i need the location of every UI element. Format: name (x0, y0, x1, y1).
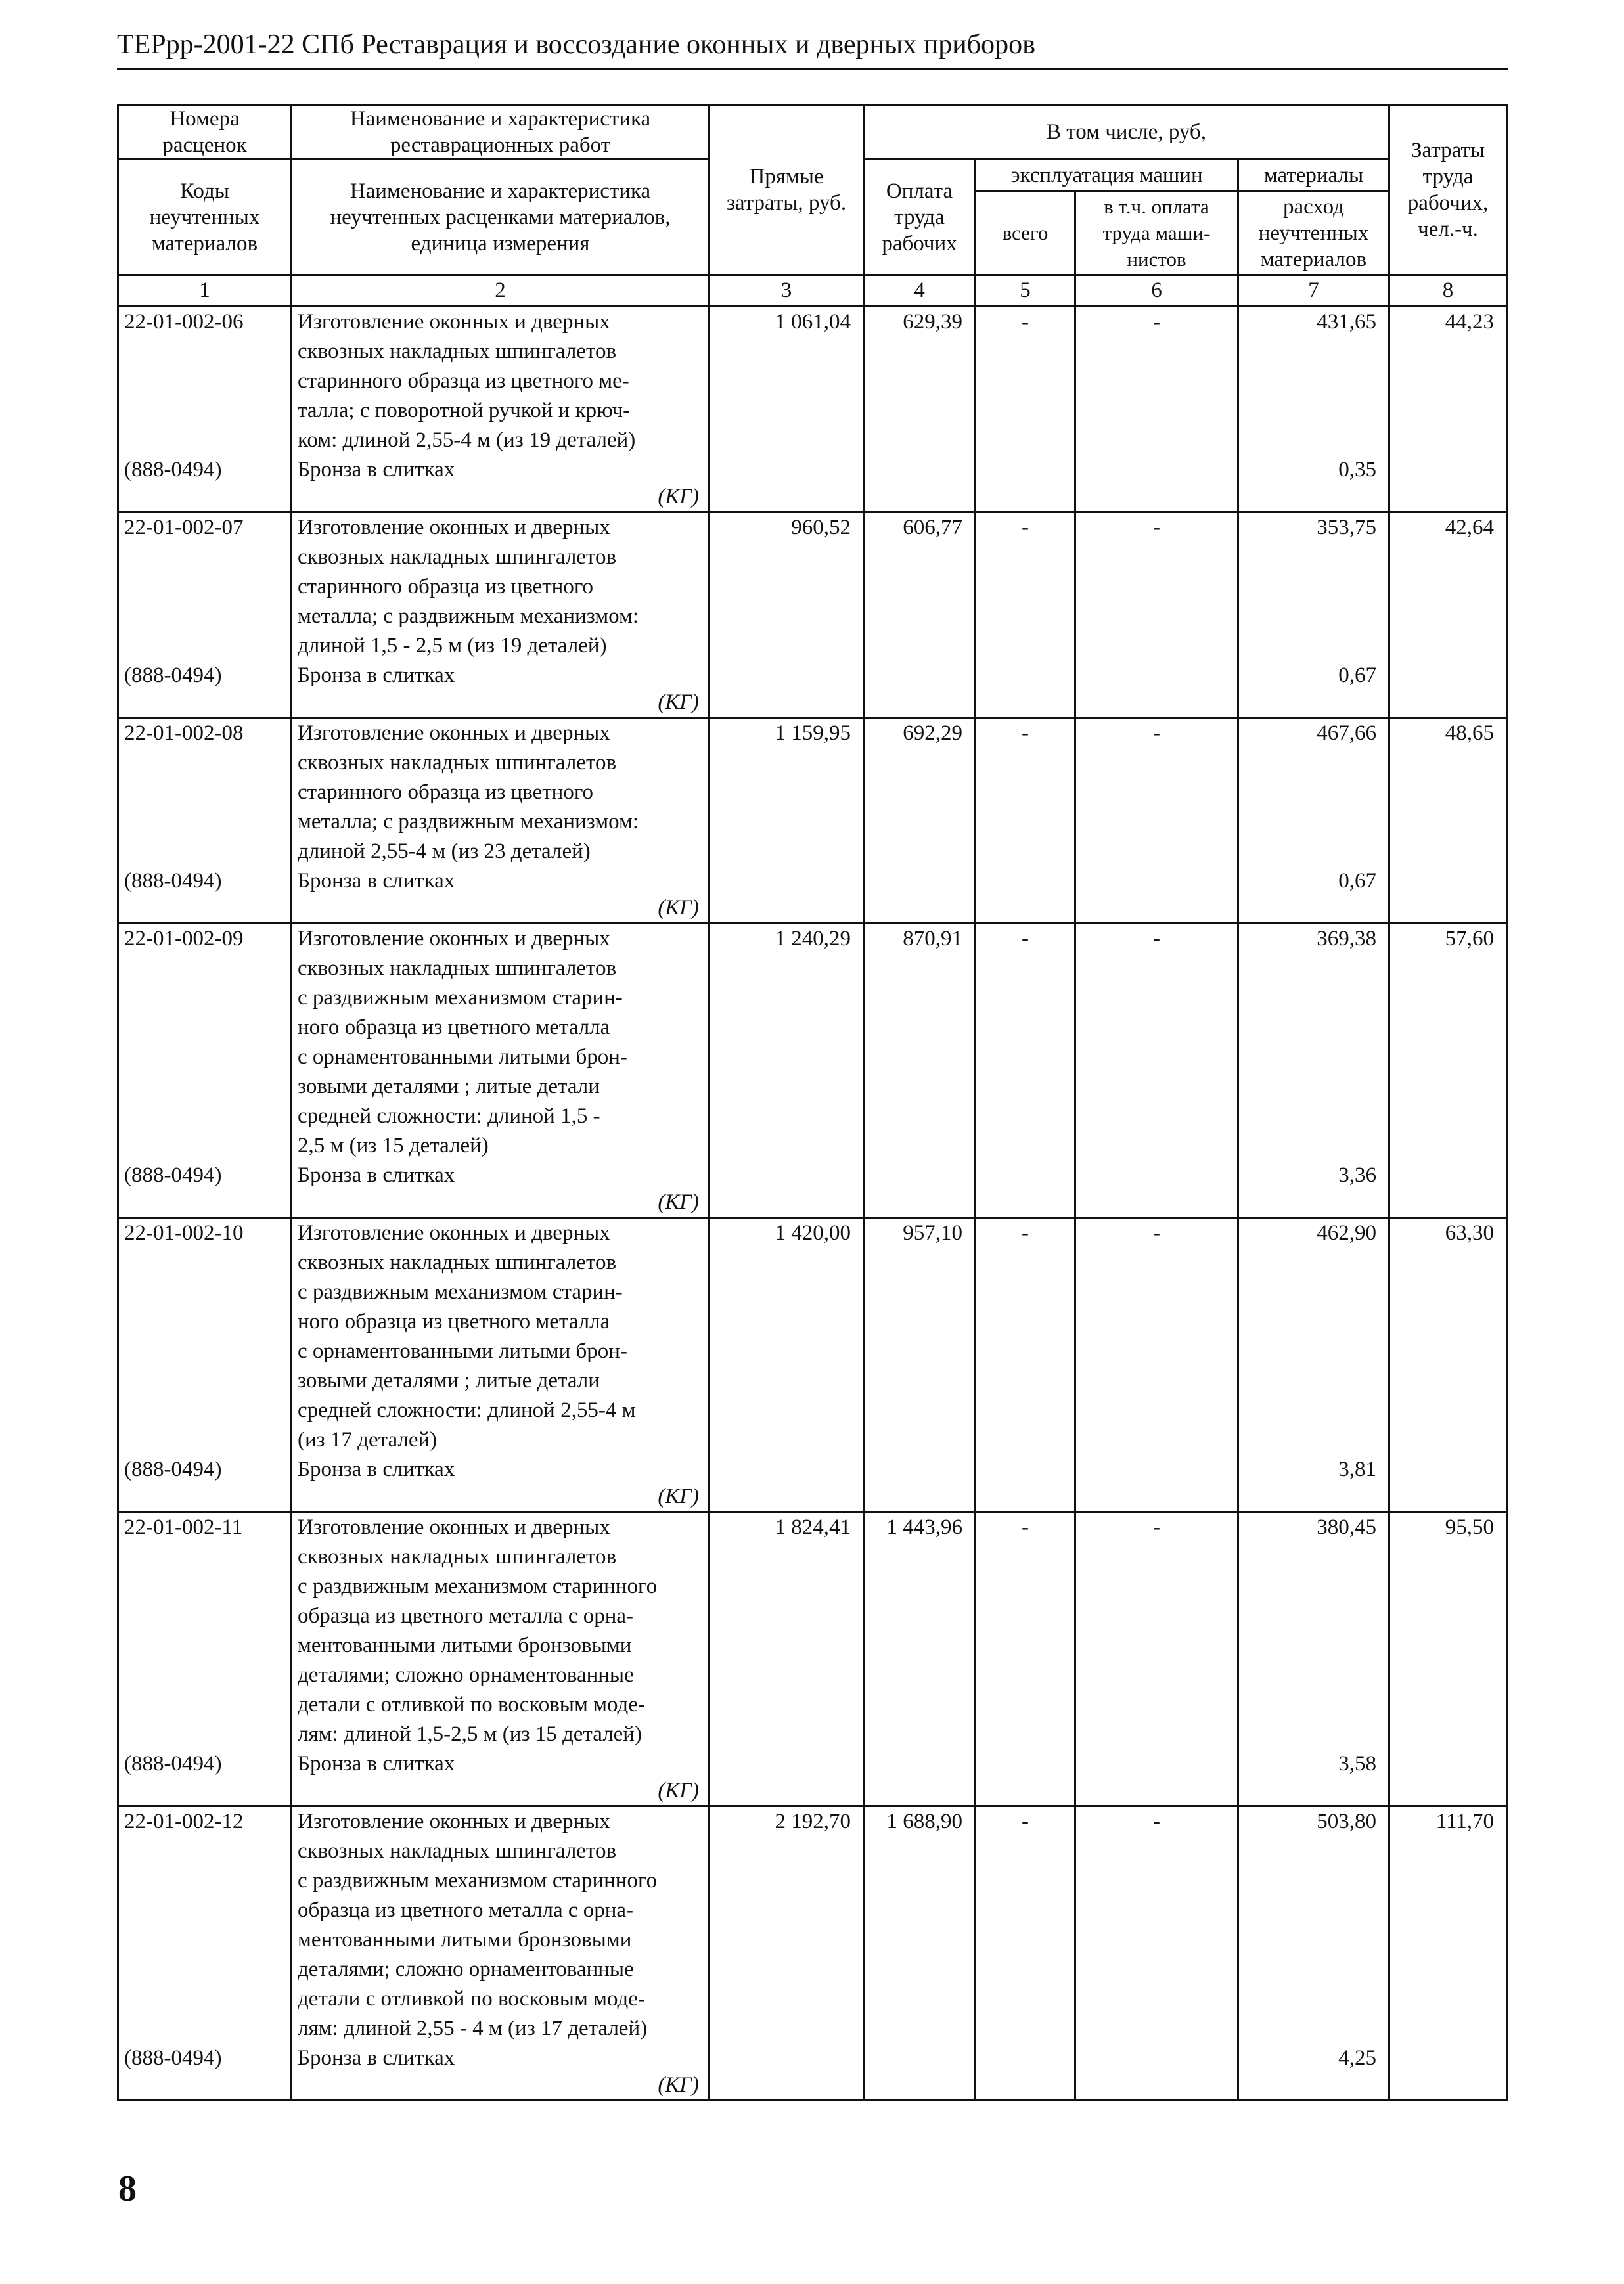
empty-cell (976, 455, 1075, 485)
empty-cell (118, 2073, 292, 2101)
worker-pay-value: 692,29 (864, 718, 976, 867)
empty-cell (976, 1779, 1075, 1806)
column-number: 8 (1389, 275, 1507, 307)
material-name: Бронза в слитках (292, 2044, 710, 2073)
empty-cell (1075, 1779, 1238, 1806)
direct-costs-value: 1 061,04 (710, 307, 864, 456)
column-number: 3 (710, 275, 864, 307)
rate-code: 22-01-002-06 (118, 307, 292, 456)
material-quantity: 0,67 (1238, 866, 1389, 896)
empty-cell (118, 896, 292, 924)
header-machinist-pay: в т.ч. оплата труда маши- нистов (1075, 191, 1238, 275)
empty-cell (1238, 896, 1389, 924)
unit-of-measure: (КГ) (292, 690, 710, 718)
machinist-pay-value: - (1075, 1512, 1238, 1750)
rate-code: 22-01-002-09 (118, 924, 292, 1161)
rate-row (118, 924, 1507, 1161)
empty-cell (976, 2073, 1075, 2101)
empty-cell (1389, 485, 1507, 512)
work-description: Изготовление оконных и дверных сквозных накладных шпингалетов старинного образца из цветного металла; с раздвижным механизмом: длиной 1,5 - 2,5 м (из 19 деталей) (292, 512, 710, 661)
column-number: 7 (1238, 275, 1389, 307)
empty-cell (1075, 2073, 1238, 2101)
empty-cell (1389, 690, 1507, 718)
material-row (118, 1161, 1507, 1190)
empty-cell (976, 690, 1075, 718)
empty-cell (1075, 1749, 1238, 1779)
unit-row (118, 1485, 1507, 1512)
material-quantity: 0,67 (1238, 661, 1389, 690)
worker-pay-value: 870,91 (864, 924, 976, 1161)
empty-cell (1238, 485, 1389, 512)
empty-cell (864, 455, 976, 485)
header-divider (117, 68, 1508, 70)
unit-row (118, 896, 1507, 924)
header-machines-total: всего (976, 191, 1075, 275)
empty-cell (864, 1779, 976, 1806)
column-numbers-row (118, 275, 1507, 307)
work-description: Изготовление оконных и дверных сквозных накладных шпингалетов старинного образца из цветного металла; с раздвижным механизмом: длиной 2,55-4 м (из 23 деталей) (292, 718, 710, 867)
labor-hours-value: 63,30 (1389, 1218, 1507, 1456)
machinist-pay-value: - (1075, 924, 1238, 1161)
material-row (118, 1455, 1507, 1485)
column-number: 6 (1075, 275, 1238, 307)
material-code: (888-0494) (118, 1161, 292, 1190)
empty-cell (976, 896, 1075, 924)
empty-cell (1389, 1455, 1507, 1485)
empty-cell (1389, 2073, 1507, 2101)
machinist-pay-value: - (1075, 1806, 1238, 2044)
empty-cell (118, 1485, 292, 1512)
worker-pay-value: 629,39 (864, 307, 976, 456)
labor-hours-value: 95,50 (1389, 1512, 1507, 1750)
material-name: Бронза в слитках (292, 866, 710, 896)
materials-value: 462,90 (1238, 1218, 1389, 1456)
empty-cell (864, 485, 976, 512)
machines-value: - (976, 718, 1075, 867)
header-material-consumption: расход неучтенных материалов (1238, 191, 1389, 275)
labor-hours-value: 44,23 (1389, 307, 1507, 456)
empty-cell (864, 2044, 976, 2073)
direct-costs-value: 1 159,95 (710, 718, 864, 867)
unit-row (118, 2073, 1507, 2101)
empty-cell (864, 1190, 976, 1218)
empty-cell (710, 1779, 864, 1806)
header-including-group: В том числе, руб, (864, 105, 1389, 160)
rate-row (118, 512, 1507, 661)
empty-cell (1238, 1779, 1389, 1806)
empty-cell (976, 866, 1075, 896)
empty-cell (710, 1485, 864, 1512)
material-row (118, 455, 1507, 485)
header-rate-numbers: Номера расценок (118, 105, 292, 160)
empty-cell (1075, 455, 1238, 485)
material-code: (888-0494) (118, 1455, 292, 1485)
labor-hours-value: 111,70 (1389, 1806, 1507, 2044)
empty-cell (118, 1779, 292, 1806)
column-number: 2 (292, 275, 710, 307)
material-code: (888-0494) (118, 2044, 292, 2073)
empty-cell (710, 1190, 864, 1218)
materials-value: 503,80 (1238, 1806, 1389, 2044)
table-body (118, 307, 1507, 2101)
empty-cell (864, 1455, 976, 1485)
empty-cell (1389, 896, 1507, 924)
material-code: (888-0494) (118, 661, 292, 690)
empty-cell (1075, 2044, 1238, 2073)
header-materials-group: материалы (1238, 160, 1389, 191)
empty-cell (864, 896, 976, 924)
unit-row (118, 485, 1507, 512)
rate-code: 22-01-002-11 (118, 1512, 292, 1750)
rate-row (118, 1806, 1507, 2044)
header-labor-hours: Затраты труда рабочих, чел.-ч. (1389, 105, 1507, 275)
material-code: (888-0494) (118, 1749, 292, 1779)
column-number: 1 (118, 275, 292, 307)
empty-cell (1075, 485, 1238, 512)
machines-value: - (976, 1512, 1075, 1750)
page-title: ТЕРрр-2001-22 СПб Реставрация и воссоздание оконных и дверных приборов (117, 30, 1035, 60)
empty-cell (976, 1161, 1075, 1190)
header-machines-group: эксплуатация машин (976, 160, 1238, 191)
worker-pay-value: 606,77 (864, 512, 976, 661)
machinist-pay-value: - (1075, 718, 1238, 867)
page-number: 8 (118, 2168, 137, 2209)
empty-cell (1389, 1749, 1507, 1779)
empty-cell (1075, 1485, 1238, 1512)
rate-row (118, 307, 1507, 456)
empty-cell (118, 1190, 292, 1218)
unit-of-measure: (КГ) (292, 896, 710, 924)
empty-cell (1238, 690, 1389, 718)
unit-row (118, 1779, 1507, 1806)
work-description: Изготовление оконных и дверных сквозных накладных шпингалетов старинного образца из цветного ме- талла; с поворотной ручкой и крюч- ком: длиной 2,55-4 м (из 19 деталей) (292, 307, 710, 456)
empty-cell (710, 2073, 864, 2101)
rate-code: 22-01-002-10 (118, 1218, 292, 1456)
empty-cell (1075, 1190, 1238, 1218)
empty-cell (976, 2044, 1075, 2073)
empty-cell (1238, 2073, 1389, 2101)
column-number: 4 (864, 275, 976, 307)
material-quantity: 4,25 (1238, 2044, 1389, 2073)
empty-cell (1389, 1190, 1507, 1218)
material-name: Бронза в слитках (292, 1455, 710, 1485)
material-row (118, 1749, 1507, 1779)
empty-cell (710, 1455, 864, 1485)
work-description: Изготовление оконных и дверных сквозных накладных шпингалетов с раздвижным механизмом старин- ного образца из цветного металла с орнаментованными литыми брон- зовыми деталями ; литые детали средней сложности: длиной 2,55-4 м (из 17 деталей) (292, 1218, 710, 1456)
materials-value: 467,66 (1238, 718, 1389, 867)
empty-cell (1389, 1485, 1507, 1512)
direct-costs-value: 2 192,70 (710, 1806, 864, 2044)
materials-value: 353,75 (1238, 512, 1389, 661)
worker-pay-value: 1 443,96 (864, 1512, 976, 1750)
materials-value: 380,45 (1238, 1512, 1389, 1750)
column-number: 5 (976, 275, 1075, 307)
empty-cell (118, 485, 292, 512)
empty-cell (976, 1485, 1075, 1512)
empty-cell (710, 485, 864, 512)
empty-cell (710, 866, 864, 896)
empty-cell (976, 1190, 1075, 1218)
empty-cell (1075, 1161, 1238, 1190)
empty-cell (976, 661, 1075, 690)
empty-cell (1389, 455, 1507, 485)
empty-cell (976, 1749, 1075, 1779)
empty-cell (1075, 661, 1238, 690)
machines-value: - (976, 512, 1075, 661)
empty-cell (710, 455, 864, 485)
machinist-pay-value: - (1075, 307, 1238, 456)
table-header (118, 105, 1507, 307)
rate-row (118, 1218, 1507, 1456)
empty-cell (710, 896, 864, 924)
empty-cell (1075, 866, 1238, 896)
material-code: (888-0494) (118, 455, 292, 485)
empty-cell (864, 690, 976, 718)
rate-code: 22-01-002-08 (118, 718, 292, 867)
machines-value: - (976, 1218, 1075, 1456)
rate-code: 22-01-002-07 (118, 512, 292, 661)
empty-cell (1075, 896, 1238, 924)
machines-value: - (976, 307, 1075, 456)
material-row (118, 866, 1507, 896)
labor-hours-value: 48,65 (1389, 718, 1507, 867)
rate-code: 22-01-002-12 (118, 1806, 292, 2044)
direct-costs-value: 1 420,00 (710, 1218, 864, 1456)
empty-cell (1389, 866, 1507, 896)
material-quantity: 0,35 (1238, 455, 1389, 485)
material-quantity: 3,36 (1238, 1161, 1389, 1190)
rate-row (118, 718, 1507, 867)
empty-cell (864, 866, 976, 896)
empty-cell (1389, 1779, 1507, 1806)
unit-of-measure: (КГ) (292, 2073, 710, 2101)
materials-value: 369,38 (1238, 924, 1389, 1161)
empty-cell (1389, 2044, 1507, 2073)
empty-cell (864, 2073, 976, 2101)
direct-costs-value: 1 240,29 (710, 924, 864, 1161)
empty-cell (1238, 1190, 1389, 1218)
material-row (118, 2044, 1507, 2073)
header-worker-pay: Оплата труда рабочих (864, 160, 976, 275)
empty-cell (118, 690, 292, 718)
unit-of-measure: (КГ) (292, 1779, 710, 1806)
empty-cell (710, 1161, 864, 1190)
material-name: Бронза в слитках (292, 1749, 710, 1779)
work-description: Изготовление оконных и дверных сквозных накладных шпингалетов с раздвижным механизмом старинного образца из цветного металла с орна- ментованными литыми бронзовыми деталями; сложно орнаментованные детали с отливкой по восковым моде- лям: длиной 1,5-2,5 м (из 15 деталей) (292, 1512, 710, 1750)
empty-cell (1075, 1455, 1238, 1485)
direct-costs-value: 960,52 (710, 512, 864, 661)
machinist-pay-value: - (1075, 1218, 1238, 1456)
empty-cell (864, 1485, 976, 1512)
empty-cell (710, 2044, 864, 2073)
header-material-name: Наименование и характеристика неучтенных расценками материалов, единица измерения (292, 160, 710, 275)
empty-cell (710, 1749, 864, 1779)
empty-cell (864, 661, 976, 690)
empty-cell (976, 485, 1075, 512)
material-name: Бронза в слитках (292, 455, 710, 485)
empty-cell (710, 690, 864, 718)
empty-cell (1238, 1485, 1389, 1512)
labor-hours-value: 57,60 (1389, 924, 1507, 1161)
material-quantity: 3,81 (1238, 1455, 1389, 1485)
empty-cell (976, 1455, 1075, 1485)
material-row (118, 661, 1507, 690)
labor-hours-value: 42,64 (1389, 512, 1507, 661)
material-quantity: 3,58 (1238, 1749, 1389, 1779)
empty-cell (1075, 690, 1238, 718)
material-name: Бронза в слитках (292, 1161, 710, 1190)
machines-value: - (976, 924, 1075, 1161)
unit-row (118, 690, 1507, 718)
empty-cell (710, 661, 864, 690)
direct-costs-value: 1 824,41 (710, 1512, 864, 1750)
header-direct-costs: Прямые затраты, руб. (710, 105, 864, 275)
worker-pay-value: 1 688,90 (864, 1806, 976, 2044)
empty-cell (1389, 661, 1507, 690)
unit-of-measure: (КГ) (292, 1485, 710, 1512)
header-work-name: Наименование и характеристика реставрационных работ (292, 105, 710, 160)
worker-pay-value: 957,10 (864, 1218, 976, 1456)
empty-cell (1389, 1161, 1507, 1190)
material-name: Бронза в слитках (292, 661, 710, 690)
work-description: Изготовление оконных и дверных сквозных накладных шпингалетов с раздвижным механизмом старинного образца из цветного металла с орна- ментованными литыми бронзовыми деталями; сложно орнаментованные детали с отливкой по восковым моде- лям: длиной 2,55 - 4 м (из 17 деталей) (292, 1806, 710, 2044)
header-material-codes: Коды неучтенных материалов (118, 160, 292, 275)
unit-of-measure: (КГ) (292, 485, 710, 512)
work-description: Изготовление оконных и дверных сквозных накладных шпингалетов с раздвижным механизмом старин- ного образца из цветного металла с орнаментованными литыми брон- зовыми деталями ; литые детали средней сложности: длиной 1,5 - 2,5 м (из 15 деталей) (292, 924, 710, 1161)
rates-table (117, 104, 1508, 2101)
empty-cell (864, 1161, 976, 1190)
rate-row (118, 1512, 1507, 1750)
material-code: (888-0494) (118, 866, 292, 896)
unit-of-measure: (КГ) (292, 1190, 710, 1218)
materials-value: 431,65 (1238, 307, 1389, 456)
machinist-pay-value: - (1075, 512, 1238, 661)
machines-value: - (976, 1806, 1075, 2044)
empty-cell (864, 1749, 976, 1779)
unit-row (118, 1190, 1507, 1218)
